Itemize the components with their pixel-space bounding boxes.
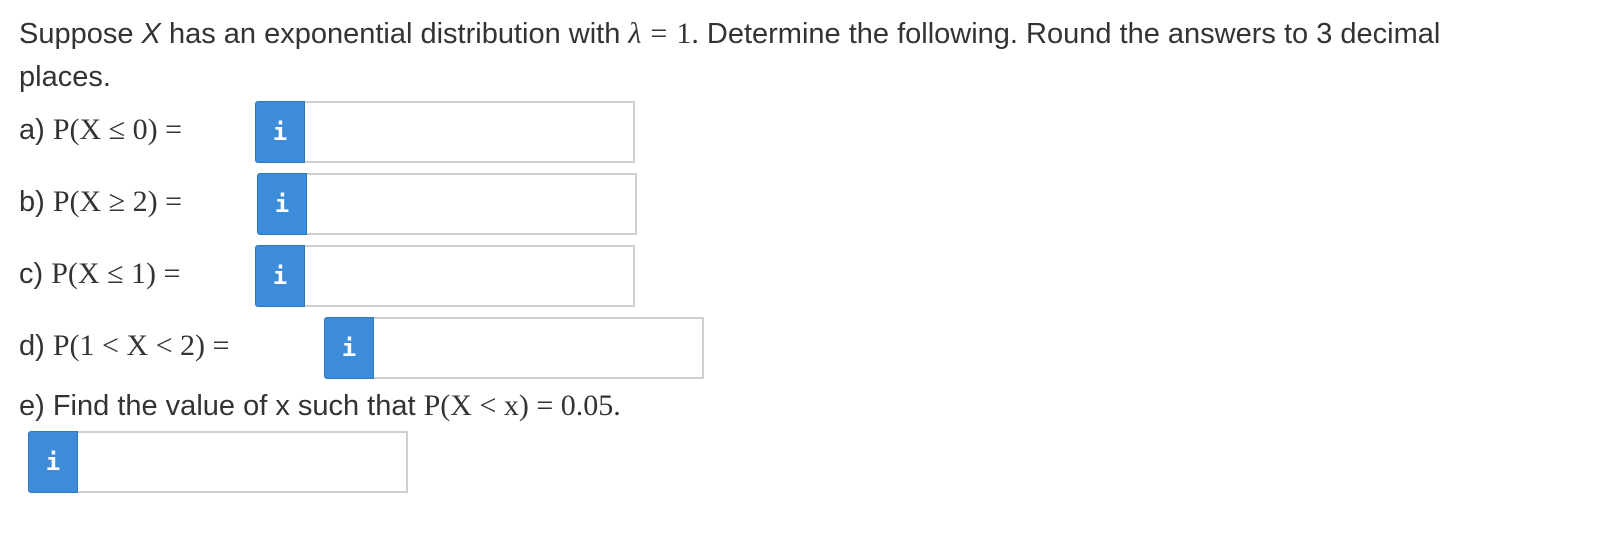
- intro-text: Suppose: [19, 18, 142, 50]
- part-c-expression: P(X ≤ 1) =: [51, 257, 181, 290]
- part-a-expression: P(X ≤ 0) =: [52, 113, 183, 146]
- part-e-label: e) Find the value of x such that P(X < x) = 0.05.: [19, 389, 621, 422]
- part-b-label: b) P(X ≥ 2) =: [19, 185, 183, 218]
- intro-text-4: places.: [19, 61, 111, 93]
- info-icon: i: [274, 190, 290, 218]
- part-a-input[interactable]: [305, 101, 635, 163]
- part-c-answer: [255, 245, 635, 307]
- info-icon: i: [45, 448, 61, 476]
- lambda-symbol: λ: [628, 17, 642, 50]
- part-b-answer: [257, 173, 637, 235]
- part-d-answer: [324, 317, 704, 379]
- question-line-2: [19, 57, 111, 97]
- part-e-info-button[interactable]: [28, 431, 78, 493]
- variable-x: X: [141, 18, 161, 50]
- info-icon: i: [272, 262, 288, 290]
- part-c-input[interactable]: [305, 245, 635, 307]
- equals-sign: =: [650, 17, 668, 50]
- part-a-label: a) P(X ≤ 0) =: [19, 113, 183, 146]
- question-line-1: [19, 14, 1440, 54]
- part-a-answer: [255, 101, 635, 163]
- part-c-label: c) P(X ≤ 1) =: [19, 257, 181, 290]
- part-b-info-button[interactable]: [257, 173, 307, 235]
- part-d-label: d) P(1 < X < 2) =: [19, 329, 230, 362]
- part-d-input[interactable]: [374, 317, 704, 379]
- part-e-input[interactable]: [78, 431, 408, 493]
- info-icon: i: [272, 118, 288, 146]
- part-d-info-button[interactable]: [324, 317, 374, 379]
- intro-text-3: Determine the following. Round the answers to 3 decimal: [698, 18, 1441, 50]
- info-icon: i: [341, 334, 357, 362]
- part-b-input[interactable]: [307, 173, 637, 235]
- part-d-expression: P(1 < X < 2) =: [52, 329, 230, 362]
- part-b-expression: P(X ≥ 2) =: [52, 185, 183, 218]
- part-e-expression: P(X < x) = 0.05.: [423, 389, 621, 422]
- intro-text-2: has an exponential distribution with: [160, 18, 629, 50]
- part-a-info-button[interactable]: [255, 101, 305, 163]
- part-e-answer: [28, 431, 408, 493]
- lambda-value: 1.: [676, 17, 699, 50]
- part-c-info-button[interactable]: [255, 245, 305, 307]
